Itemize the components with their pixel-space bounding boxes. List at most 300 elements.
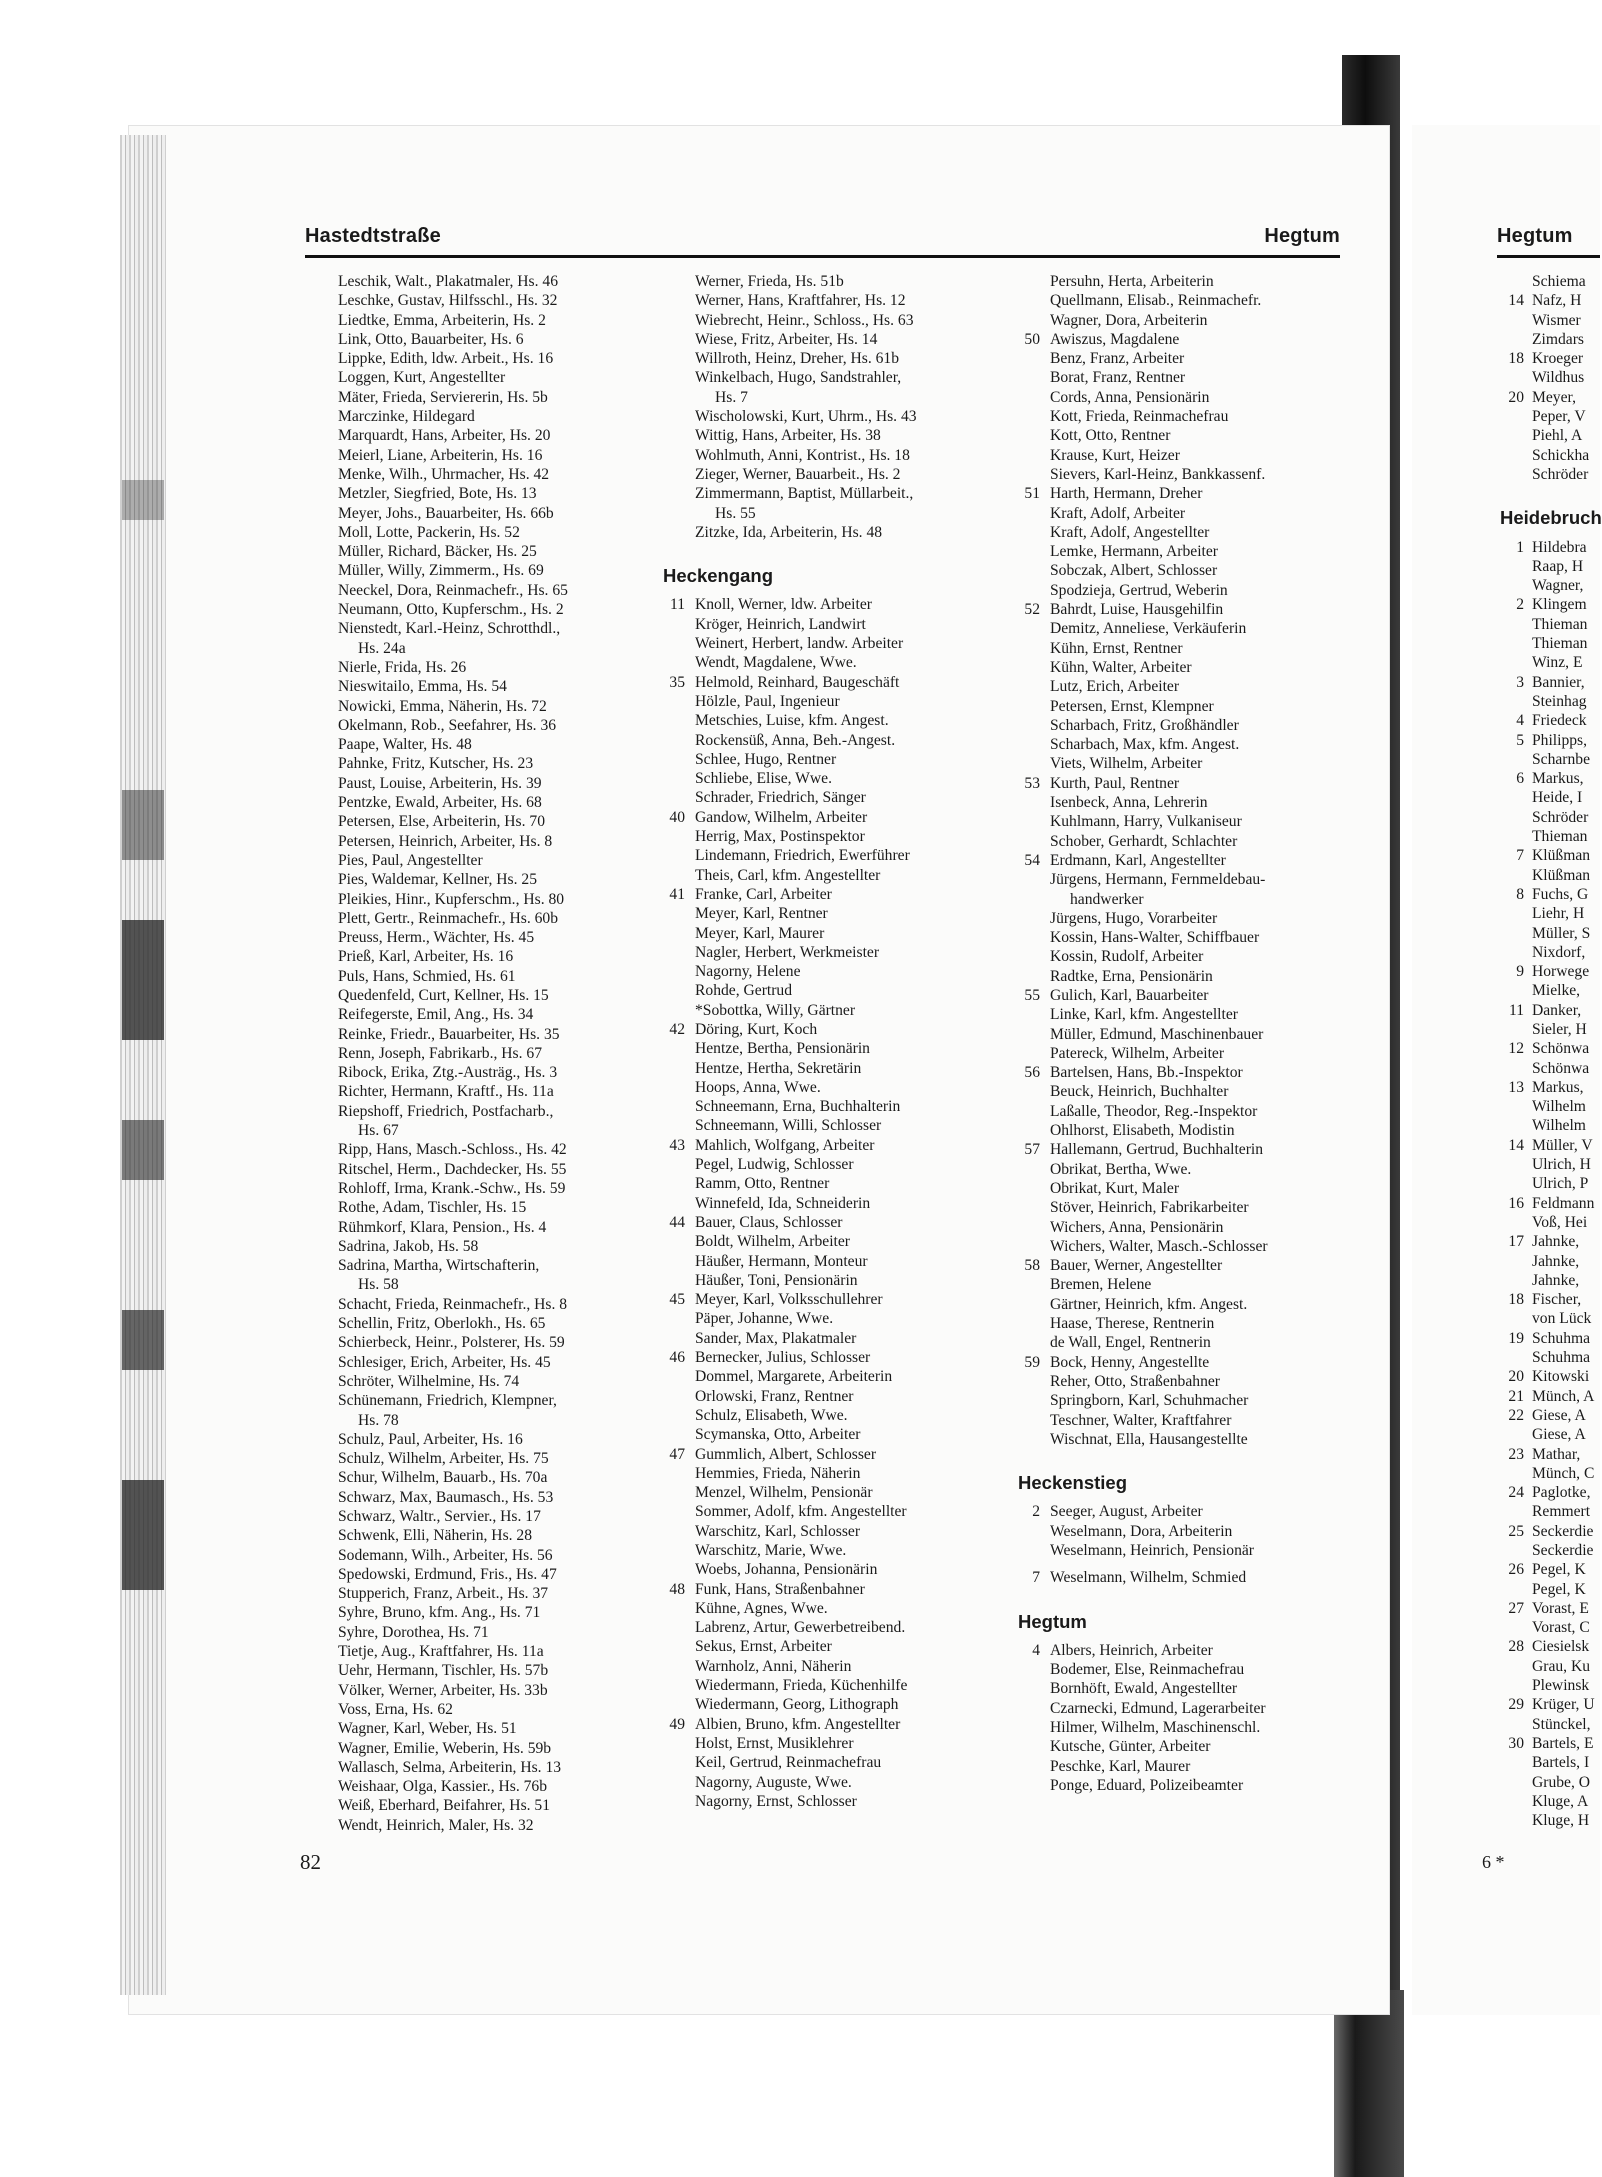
entry-text: Kroeger [1532,350,1584,368]
entry-text: Ribock, Erika, Ztg.-Austräg., Hs. 3 [338,1064,558,1082]
entry-text: Grau, Ku [1532,1657,1591,1675]
entry-text: Döring, Kurt, Koch [695,1020,818,1038]
resident-entry [1532,750,1600,769]
resident-entry [695,1734,1005,1753]
entry-text: Voss, Erna, Hs. 62 [338,1700,453,1718]
entry-text: Hildebra [1532,538,1587,556]
house-number: 18 [1508,1291,1524,1309]
resident-entry [1050,658,1350,677]
resident-entry [338,1140,638,1159]
resident-entry [1024,600,1350,619]
resident-entry [1532,1059,1600,1078]
entry-text: Tietje, Aug., Kraftfahrer, Hs. 11a [338,1643,544,1661]
entry-text: Link, Otto, Bauarbeiter, Hs. 6 [338,330,524,348]
resident-entry [1532,1792,1600,1811]
resident-entry [1508,291,1600,310]
resident-entry [1532,1174,1600,1193]
entry-text: Hilmer, Wilhelm, Maschinenschl. [1050,1719,1261,1737]
entry-text: Markus, [1532,1078,1584,1096]
resident-entry [1532,924,1600,943]
resident-entry [338,928,638,947]
resident-entry [338,716,638,735]
entry-text: Hs. 24a [358,639,406,657]
entry-text: Renn, Joseph, Fabrikarb., Hs. 67 [338,1044,542,1062]
resident-entry [695,1078,1005,1097]
resident-entry [1032,1568,1350,1587]
house-number: 59 [1024,1353,1040,1371]
entry-text: Hs. 7 [715,388,748,406]
entry-text: Harth, Hermann, Dreher [1050,485,1203,503]
resident-entry [338,484,638,503]
entry-text: Peper, V [1532,408,1586,426]
resident-entry [695,827,1005,846]
resident-entry [695,1406,1005,1425]
resident-entry [695,407,1005,426]
resident-entry [695,1792,1005,1811]
resident-entry [695,711,1005,730]
entry-text: Nagorny, Auguste, Wwe. [695,1773,852,1791]
entry-text: Jahnke, [1532,1233,1580,1251]
entry-text: Nierle, Frida, Hs. 26 [338,658,467,676]
entry-text: Thieman [1532,828,1588,846]
entry-text: Spedowski, Erdmund, Fris., Hs. 47 [338,1565,557,1583]
entry-text: Hs. 67 [358,1122,399,1140]
entry-text: Schönwa [1532,1059,1590,1077]
entry-text: Schulz, Elisabeth, Wwe. [695,1406,848,1424]
entry-text: Friedeck [1532,712,1587,730]
entry-text: Winnefeld, Ida, Schneiderin [695,1194,871,1212]
resident-entry [1050,1679,1350,1698]
entry-text: Meyer, [1532,388,1576,406]
resident-entry [1516,885,1600,904]
entry-text: Hemmies, Frieda, Näherin [695,1464,861,1482]
entry-text: Paglotke, [1532,1484,1591,1502]
entry-text: Wismer [1532,311,1581,329]
resident-entry [695,1522,1005,1541]
resident-entry [1532,904,1600,923]
resident-entry [1050,1660,1350,1679]
entry-text: Krüger, U [1532,1696,1595,1714]
resident-entry [338,677,638,696]
entry-text: Reinke, Friedr., Bauarbeiter, Hs. 35 [338,1025,560,1043]
house-number: 7 [1032,1569,1040,1587]
resident-entry [695,1657,1005,1676]
entry-text: Jürgens, Hugo, Vorarbeiter [1050,909,1218,927]
entry-text: Winkelbach, Hugo, Sandstrahler, [695,369,902,387]
resident-entry [338,832,638,851]
entry-text: Kott, Otto, Rentner [1050,427,1171,445]
entry-text: Albien, Bruno, kfm. Angestellter [695,1715,901,1733]
resident-entry [1532,866,1600,885]
left-page-header [305,225,1340,258]
entry-text: Theis, Carl, kfm. Angestellter [695,866,881,884]
entry-text: Kossin, Hans-Walter, Schiffbauer [1050,929,1260,947]
resident-entry [695,866,1005,885]
entry-text: Zimmermann, Baptist, Müllarbeit., [695,485,914,503]
resident-entry [338,1411,638,1430]
entry-text: Kitowski [1532,1368,1590,1386]
entry-text: Sekus, Ernst, Arbeiter [695,1638,832,1656]
entry-text: Klüßman [1532,847,1591,865]
resident-entry [1532,788,1600,807]
entry-text: *Sobottka, Willy, Gärtner [695,1001,856,1019]
resident-entry [338,1082,638,1101]
resident-entry [338,1777,638,1796]
entry-text: Scharnbe [1532,750,1591,768]
right-page-mark: 6 * [1482,1852,1505,1872]
entry-text: Syhre, Bruno, kfm. Ang., Hs. 71 [338,1604,541,1622]
entry-text: Weinert, Herbert, landw. Arbeiter [695,635,904,653]
page-edge-marks [122,480,164,1600]
resident-entry [695,924,1005,943]
resident-entry [695,349,1005,368]
entry-text: Müller, Richard, Bäcker, Hs. 25 [338,543,537,561]
entry-text: Meyer, Johs., Bauarbeiter, Hs. 66b [338,504,554,522]
resident-entry [1532,1155,1600,1174]
entry-text: Voß, Hei [1532,1213,1588,1231]
resident-entry [695,465,1005,484]
house-number: 40 [669,808,685,826]
entry-text: Menke, Wilh., Uhrmacher, Hs. 42 [338,465,550,483]
resident-entry [695,1059,1005,1078]
entry-text: Müller, Willy, Zimmerm., Hs. 69 [338,562,544,580]
resident-entry [338,1391,638,1410]
resident-entry [1050,1333,1350,1352]
entry-text: Sander, Max, Plakatmaler [695,1329,857,1347]
house-number: 8 [1516,885,1524,903]
header-street-next-page: Hegtum [1497,225,1573,247]
resident-entry [1024,1256,1350,1275]
resident-entry [1532,1753,1600,1772]
entry-text: Lemke, Hermann, Arbeiter [1050,543,1218,561]
resident-entry [695,1387,1005,1406]
entry-text: Ohlhorst, Elisabeth, Modistin [1050,1122,1235,1140]
entry-text: Linke, Karl, kfm. Angestellter [1050,1006,1238,1024]
entry-text: Nowicki, Emma, Näherin, Hs. 72 [338,697,547,715]
entry-text: Rothe, Adam, Tischler, Hs. 15 [338,1199,527,1217]
resident-entry [338,1314,638,1333]
resident-entry [1024,1140,1350,1159]
entry-text: Pies, Waldemar, Kellner, Hs. 25 [338,871,538,889]
resident-entry [695,311,1005,330]
resident-entry [1050,639,1350,658]
entry-text: Persuhn, Herta, Arbeiterin [1050,273,1214,290]
street-heading: Hegtum [1018,1610,1087,1632]
resident-entry [338,1160,638,1179]
resident-entry [1024,774,1350,793]
entry-text: Weselmann, Dora, Arbeiterin [1050,1522,1233,1540]
resident-entry [338,774,638,793]
entry-text: Keil, Gertrud, Reinmachefrau [695,1754,882,1772]
entry-text: Schellin, Fritz, Oberlokh., Hs. 65 [338,1315,546,1333]
entry-text: Hoops, Anna, Wwe. [695,1078,821,1096]
resident-entry [669,1020,1005,1039]
entry-text: Wagner, Dora, Arbeiterin [1050,311,1208,329]
entry-text: Müller, Edmund, Maschinenbauer [1050,1025,1264,1043]
entry-text: Laßalle, Theodor, Reg.-Inspektor [1050,1102,1258,1120]
resident-entry [1508,1483,1600,1502]
resident-entry [338,349,638,368]
entry-text: Nieswitailo, Emma, Hs. 54 [338,678,507,696]
entry-text: Sobczak, Albert, Schlosser [1050,562,1218,580]
entry-text: Metzler, Siegfried, Bote, Hs. 13 [338,485,537,503]
resident-entry [1050,388,1350,407]
resident-entry [1050,1160,1350,1179]
entry-text: Fischer, [1532,1291,1582,1309]
entry-text: Springborn, Karl, Schuhmacher [1050,1392,1249,1410]
entry-text: Völker, Werner, Arbeiter, Hs. 33b [338,1681,548,1699]
resident-entry [1532,827,1600,846]
resident-entry [1532,1773,1600,1792]
resident-entry [1024,986,1350,1005]
resident-entry [1508,388,1600,407]
entry-text: Ramm, Otto, Rentner [695,1175,830,1193]
resident-entry [1532,1252,1600,1271]
entry-text: Weselmann, Wilhelm, Schmied [1050,1569,1247,1587]
house-number: 16 [1508,1194,1524,1212]
entry-text: Wallasch, Selma, Arbeiterin, Hs. 13 [338,1758,562,1776]
entry-text: Schönwa [1532,1040,1590,1058]
entry-text: Hentze, Hertha, Sekretärin [695,1059,862,1077]
resident-entry [695,426,1005,445]
entry-text: Kurth, Paul, Rentner [1050,774,1180,792]
resident-entry [1050,561,1350,580]
house-number: 54 [1024,851,1040,869]
resident-entry [338,1700,638,1719]
entry-text: Wiese, Fritz, Arbeiter, Hs. 14 [695,330,878,348]
resident-entry [695,272,1005,291]
entry-text: Hs. 78 [358,1411,399,1429]
resident-entry [669,1715,1005,1734]
resident-entry [695,904,1005,923]
house-number: 49 [669,1715,685,1733]
entry-text: Pleikies, Hinr., Kupferschm., Hs. 80 [338,890,565,908]
entry-text: Kuhlmann, Harry, Vulkaniseur [1050,813,1242,831]
entry-text: Seckerdie [1532,1522,1594,1540]
entry-text: Scharbach, Max, kfm. Angest. [1050,736,1240,754]
entry-text: Zimdars [1532,330,1584,348]
entry-text: Riepshoff, Friedrich, Postfacharb., [338,1102,554,1120]
entry-text: Bernecker, Julius, Schlosser [695,1349,871,1367]
resident-entry [695,943,1005,962]
entry-text: Wendt, Heinrich, Maler, Hs. 32 [338,1816,534,1834]
entry-text: Ulrich, H [1532,1156,1591,1174]
resident-entry [338,426,638,445]
entry-text: Helmold, Reinhard, Baugeschäft [695,673,900,691]
entry-text: Kühne, Agnes, Wwe. [695,1599,828,1617]
house-number: 52 [1024,601,1040,619]
entry-text: Werner, Hans, Kraftfahrer, Hs. 12 [695,292,906,310]
resident-entry [338,1063,638,1082]
house-number: 22 [1508,1406,1524,1424]
resident-entry [1024,851,1350,870]
resident-entry [1532,1811,1600,1830]
resident-entry [338,1758,638,1777]
entry-text: Lutz, Erich, Arbeiter [1050,678,1180,696]
entry-text: Ripp, Hans, Masch.-Schloss., Hs. 42 [338,1141,567,1159]
resident-entry [338,812,638,831]
resident-entry [338,1102,638,1121]
resident-entry [338,1719,638,1738]
resident-entry [1050,1522,1350,1541]
resident-entry [1050,1005,1350,1024]
resident-entry [1050,1044,1350,1063]
resident-entry [338,1353,638,1372]
resident-entry [1508,1290,1600,1309]
entry-text: Nafz, H [1532,292,1582,310]
resident-entry [1050,272,1350,291]
resident-entry [1508,1695,1600,1714]
resident-entry [1508,1329,1600,1348]
entry-text: Richter, Hermann, Kraftf., Hs. 11a [338,1083,554,1101]
resident-entry [1532,576,1600,595]
entry-text: Zieger, Werner, Bauarbeit., Hs. 2 [695,465,901,483]
entry-text: Gummlich, Albert, Schlosser [695,1445,877,1463]
entry-text: Reifegerste, Emil, Ang., Hs. 34 [338,1006,534,1024]
resident-entry [338,1275,638,1294]
entry-text: Rohde, Gertrud [695,982,793,1000]
header-street-right: Hegtum [1264,225,1340,247]
resident-entry [338,1198,638,1217]
resident-entry [1050,1025,1350,1044]
resident-entry [338,1546,638,1565]
entry-text: Bartelsen, Hans, Bb.-Inspektor [1050,1064,1243,1082]
entry-text: Liedtke, Emma, Arbeiterin, Hs. 2 [338,311,546,329]
entry-text: Schrader, Friedrich, Sänger [695,789,866,807]
entry-text: Häußer, Toni, Pensionärin [695,1271,858,1289]
resident-entry [1532,634,1600,653]
resident-entry [695,1116,1005,1135]
resident-entry [1532,1309,1600,1328]
entry-text: Thieman [1532,635,1588,653]
entry-text: Schiema [1532,273,1586,290]
resident-entry [695,1252,1005,1271]
entry-text: Wagner, [1532,577,1584,595]
resident-entry [695,1773,1005,1792]
entry-text: Wiedermann, Georg, Lithograph [695,1696,899,1714]
entry-text: Schlee, Hugo, Rentner [695,750,837,768]
entry-text: Marczinke, Hildegard [338,408,475,426]
resident-entry [695,634,1005,653]
resident-entry [695,330,1005,349]
resident-entry [1050,504,1350,523]
entry-text: Knoll, Werner, ldw. Arbeiter [695,596,872,614]
resident-entry [338,754,638,773]
resident-entry [1050,1391,1350,1410]
entry-text: Beuck, Heinrich, Buchhalter [1050,1083,1229,1101]
entry-text: Obrikat, Kurt, Maler [1050,1179,1180,1197]
entry-text: Sadrina, Jakob, Hs. 58 [338,1237,479,1255]
house-number: 19 [1508,1329,1524,1347]
resident-entry [338,947,638,966]
book-spine-lower [1334,1990,1404,2177]
resident-entry [1050,1275,1350,1294]
resident-entry [695,1599,1005,1618]
entry-text: Bahrdt, Luise, Hausgehilfin [1050,601,1224,619]
resident-entry [338,909,638,928]
entry-text: Vorast, E [1532,1599,1589,1617]
column-3 [1018,272,1350,1795]
resident-entry [338,619,638,638]
entry-text: Awiszus, Magdalene [1050,330,1180,348]
entry-text: Menzel, Wilhelm, Pensionär [695,1484,873,1502]
entry-text: Hentze, Bertha, Pensionärin [695,1040,870,1058]
entry-text: Radtke, Erna, Pensionärin [1050,967,1213,985]
resident-entry [338,504,638,523]
house-number: 9 [1516,963,1524,981]
entry-text: Münch, A [1532,1387,1595,1405]
entry-text: Stöver, Heinrich, Fabrikarbeiter [1050,1199,1249,1217]
resident-entry [1050,291,1350,310]
entry-text: Pahnke, Fritz, Kutscher, Hs. 23 [338,755,534,773]
entry-text: Gulich, Karl, Bauarbeiter [1050,986,1209,1004]
resident-entry [1050,1737,1350,1756]
resident-entry [695,788,1005,807]
resident-entry [1508,1367,1600,1386]
resident-entry [338,1430,638,1449]
resident-entry [695,1676,1005,1695]
resident-entry [1050,349,1350,368]
entry-text: Giese, A [1532,1426,1586,1444]
resident-entry [1508,1445,1600,1464]
entry-text: Erdmann, Karl, Angestellter [1050,851,1226,869]
entry-text: Reher, Otto, Straßenbahner [1050,1372,1220,1390]
entry-text: Hs. 58 [358,1276,399,1294]
resident-entry [1516,595,1600,614]
entry-text: Kossin, Rudolf, Arbeiter [1050,948,1204,966]
resident-entry [1508,1406,1600,1425]
entry-text: Klüßman [1532,866,1591,884]
resident-entry [338,1526,638,1545]
house-number: 45 [669,1291,685,1309]
resident-entry [669,595,1005,614]
entry-text: Neeckel, Dora, Reinmachefr., Hs. 65 [338,581,568,599]
entry-text: Prieß, Karl, Arbeiter, Hs. 16 [338,948,514,966]
entry-text: Kutsche, Günter, Arbeiter [1050,1738,1211,1756]
resident-entry [1050,1295,1350,1314]
entry-text: Syhre, Dorothea, Hs. 71 [338,1623,489,1641]
entry-text: Schwarz, Max, Baumasch., Hs. 53 [338,1488,554,1506]
entry-text: Quedenfeld, Curt, Kellner, Hs. 15 [338,986,549,1004]
resident-entry [338,542,638,561]
resident-entry [695,291,1005,310]
house-number: 51 [1024,485,1040,503]
resident-entry [1532,1580,1600,1599]
entry-text: Münch, C [1532,1464,1595,1482]
resident-entry [669,808,1005,827]
house-number: 1 [1516,538,1524,556]
resident-entry [1516,538,1600,557]
house-number: 20 [1508,1368,1524,1386]
entry-text: Giese, A [1532,1406,1586,1424]
resident-entry [1532,943,1600,962]
resident-entry [1532,1348,1600,1367]
house-number: 58 [1024,1257,1040,1275]
house-number: 43 [669,1136,685,1154]
entry-text: Paape, Walter, Hs. 48 [338,736,472,754]
resident-entry [338,1796,638,1815]
resident-entry [338,1256,638,1275]
entry-text: Kühn, Ernst, Rentner [1050,639,1183,657]
entry-text: Mielke, [1532,982,1581,1000]
entry-text: Müller, S [1532,924,1591,942]
entry-text: Raap, H [1532,557,1584,575]
house-number: 55 [1024,986,1040,1004]
resident-entry [1050,1718,1350,1737]
entry-text: Kraft, Adolf, Arbeiter [1050,504,1186,522]
resident-entry [1050,1757,1350,1776]
resident-entry [338,388,638,407]
